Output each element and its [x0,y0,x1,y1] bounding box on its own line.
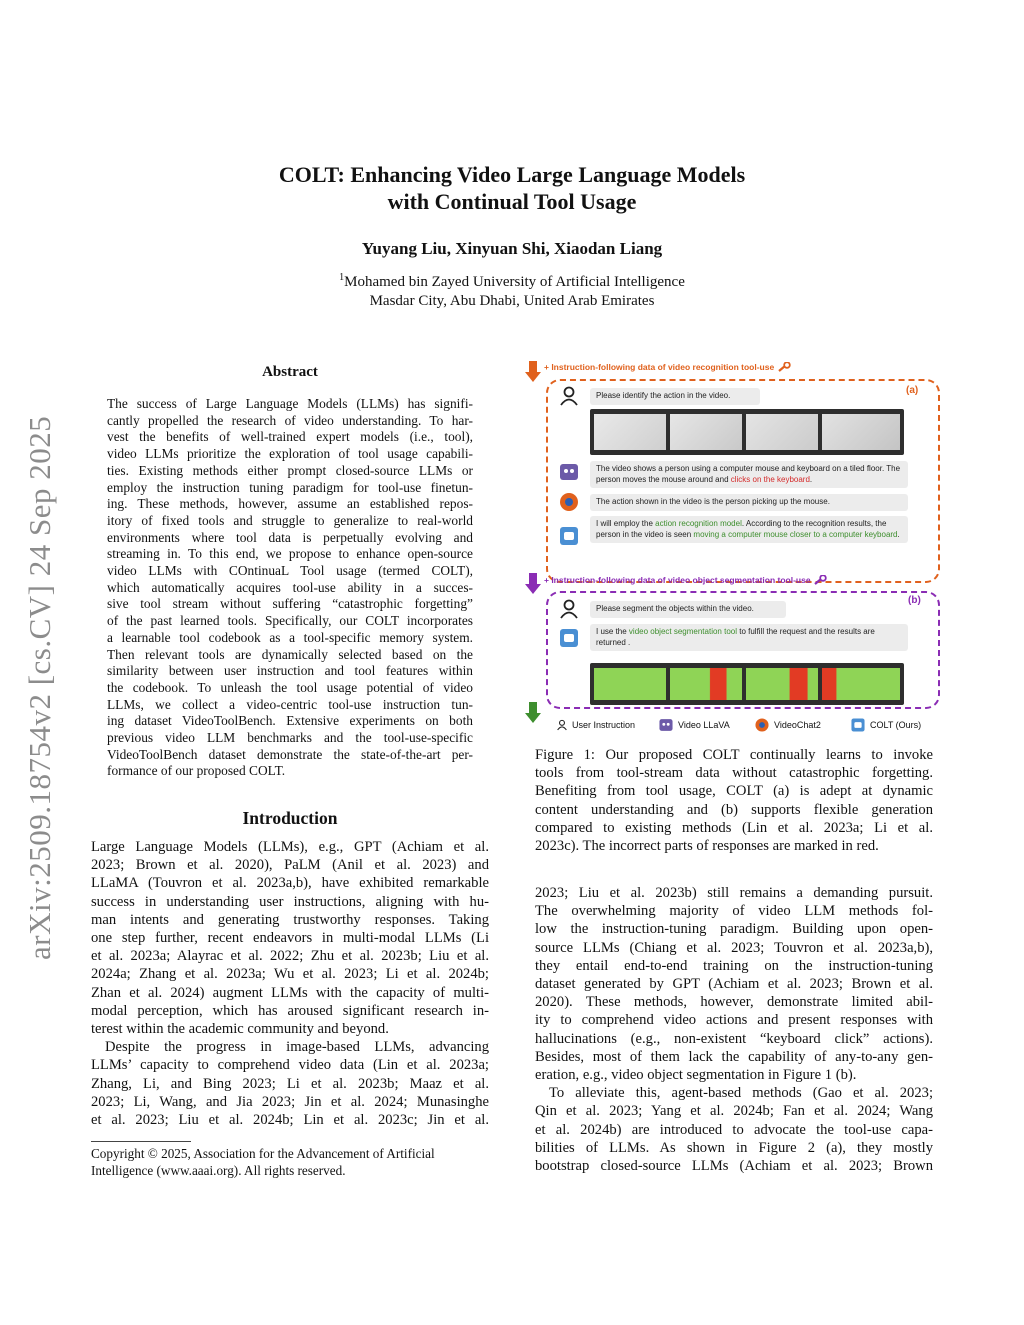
right-column-line: bootstrap closed-source LLMs (Achiam et al. 2023; Brown [535,1158,933,1175]
video-frame [594,414,666,450]
caption-line: Figure 1: Our proposed COLT continually learns to invoke [535,747,933,763]
right-column-line: To alleviate this, agent-based methods (Gao et al. 2023; [549,1085,933,1102]
right-column-line: et al. 2024b) are introduced to advocate the tool-use capa- [535,1121,933,1138]
legend-video-llava: Video LLaVA [658,717,730,733]
figure-1 [522,357,944,742]
video-frame [822,668,900,700]
abstract-line: video LLMs prioritize the exploration of tool usage capabili- [107,446,473,462]
introduction-line: man intents and generating trustworthy responses. Taking [91,911,489,928]
colt-response-b: I use the video object segmentation tool to fulfill the request and the results are returned . [590,624,908,651]
user-instruction-b: Please segment the objects within the video. [590,601,786,618]
user-icon [556,719,568,731]
caption-line: compared to existing methods (Lin et al. 2023a; Li et al. [535,819,933,836]
right-column-body [535,884,933,1175]
introduction-line: one step further, recent endeavors in multi-modal LLMs (Li [91,930,489,947]
orange-down-arrow-icon [525,361,541,383]
introduction-line: et al. 2023a; Alayrac et al. 2022; Zhu et al. 2023b; Liu et al. [91,948,489,965]
video-frame [670,414,742,450]
video-strip-a [590,409,904,455]
abstract-line: The success of Large Language Models (LLMs) has signifi- [107,396,473,411]
right-column-line: 2023; Liu et al. 2023b) still remains a demanding pursuit. [535,885,933,901]
label-recognition-tool: + Instruction-following data of video recognition tool-use [544,362,791,373]
right-column-line: Besides, most of them lack the capability of any-to-any gen- [535,1048,933,1065]
caption-line: tools from tool-stream data without catastrophic forgetting. [535,765,933,782]
affiliation-line-2: Masdar City, Abu Dhabi, United Arab Emirates [369,293,655,309]
figure-1-caption [535,746,933,855]
right-column-line: eration, e.g., video object segmentation in Figure 1 (b). [535,1067,857,1084]
abstract-line: ing dataset VideoToolBench. Extensive experiments on both [107,713,473,729]
video-frame [594,668,666,700]
abstract-line: itory of fixed tools and struggle to generalize to real-world [107,512,473,528]
video-frame [746,414,818,450]
videochat2-icon [558,491,580,513]
label-segmentation-tool: + Instruction-following data of video object segmentation tool-use [544,575,827,586]
right-column-line: ity to comprehend video actions and present responses with [535,1012,933,1029]
videochat2-response: The action shown in the video is the person picking up the mouse. [590,494,908,511]
colt-response-a: I will employ the action recognition model. According to the recognition results, the person in the video is seen moving a computer mouse closer to a computer keyboard. [590,516,908,543]
introduction-body [91,838,489,1129]
abstract-line: cantly propelled the research of video understanding. To har- [107,412,473,428]
video-frame [746,668,818,700]
title-line-2: with Continual Tool Usage [387,189,637,214]
right-column-line: 2020). These methods, however, demonstrate limited abil- [535,994,933,1011]
abstract-line: vest the benefits of well-trained expert models (i.e., tool), [107,429,473,445]
legend-user: User Instruction [556,719,635,731]
abstract-line: sive tool stream without suffering “catastrophic forgetting” [107,596,473,612]
introduction-line: terest within the academic community and beyond. [91,1021,389,1038]
green-down-arrow-icon [525,702,541,724]
right-column-line: source LLMs (Chiang et al. 2023; Touvron et al. 2023a,b), [535,939,933,956]
wrench-icon [777,362,791,373]
video-frame [670,668,742,700]
introduction-line: LLMs’ capacity to comprehend video data (Lin et al. 2023a; [91,1057,489,1074]
purple-down-arrow-icon [525,573,541,595]
wrench-icon [813,575,827,586]
abstract-line: VideoToolBench dataset demonstrate the state-of-the-art per- [107,746,473,762]
affiliation-sup: 1 [339,272,345,283]
introduction-line: modal perception, which has aroused significant research in- [91,1002,489,1019]
introduction-line: Zhan et al. 2024) augment LLMs with the capacity of multi- [91,984,489,1001]
abstract-line: of the past learned tools. Specifically, our COLT incorporates [107,613,473,629]
colt-icon [558,627,580,649]
authors: Yuyang Liu, Xinyuan Shi, Xiaodan Liang [361,239,663,258]
introduction-line: Large Language Models (LLMs), e.g., GPT (Achiam et al. [91,839,489,855]
introduction-line: Despite the progress in image-based LLMs, advancing [105,1039,489,1056]
panel-a-tag: (a) [906,385,919,396]
legend-colt: COLT (Ours) [850,717,921,733]
abstract-line: the codebook. To unleash the tool usage potential of video [107,679,473,695]
introduction-line: LLaMA (Touvron et al. 2023a,b), have exhibited remarkable [91,875,489,892]
introduction-line: success in understanding user instructions, aligning with hu- [91,893,489,910]
right-column-line: dataset generated by GPT (Achiam et al. 2023; Brown et al. [535,976,933,993]
right-column-line: Qin et al. 2023; Yang et al. 2024b; Fan et al. 2024; Wang [535,1103,933,1120]
video-llava-response: The video shows a person using a computer mouse and keyboard on a tiled floor. The person moves the mouse around and clicks on the keyboard. [590,461,908,488]
legend-videochat2: VideoChat2 [754,717,821,733]
abstract-line: LLMs, we collect a video-centric tool-use instruction tun- [107,696,473,712]
abstract-line: Then relevant tools are dynamically selected based on the [107,646,473,662]
videochat2-icon [754,717,770,733]
video-strip-b [590,663,904,705]
caption-line: content understanding and (b) supports flexible generation [535,801,933,818]
footnote-line-2: Intelligence (www.aaai.org). All rights reserved. [91,1163,346,1178]
footnote-line-1: Copyright © 2025, Association for the Advancement of Artificial [91,1146,435,1161]
abstract-heading: Abstract [262,364,318,380]
abstract-line: which automatically acquires tool-use ability in a succes- [107,579,473,595]
abstract-line: similarity between user instruction and tool features within [107,663,473,679]
caption-line: Benefiting from tool usage, COLT (a) is adept at dynamic [535,783,933,800]
right-column-line: bilities of LLMs. As shown in Figure 2 (a), they mostly [535,1139,933,1156]
colt-icon [850,717,866,733]
affiliation [0,268,1024,311]
user-icon [558,385,580,407]
right-column-line: hallucinations (e.g., non-existent “keyboard click” actions). [535,1030,933,1047]
arxiv-side-stamp: arXiv:2509.18754v2 [cs.CV] 24 Sep 2025 [22,415,57,960]
right-column-line: low the instruction-tuning paradigm. Building upon open- [535,921,933,938]
abstract-line: ing. These methods, however, assume an established repos- [107,496,473,512]
abstract-line: formance of our proposed COLT. [107,763,286,779]
video-llava-icon [558,461,580,483]
video-llava-icon [658,717,674,733]
introduction-line: 2023; Brown et al. 2020), PaLM (Anil et al. 2023) and [91,857,489,874]
abstract-line: previous video LLM benchmarks and the tool-use-specific [107,730,473,746]
introduction-line: et al. 2023; Liu et al. 2024b; Lin et al. 2023c; Jin et al. [91,1112,489,1129]
user-icon [558,598,580,620]
introduction-line: 2023; Li, Wang, and Jia 2023; Jin et al. 2024; Munasinghe [91,1093,489,1110]
right-column-line: The overwhelming majority of video LLM methods fol- [535,903,933,920]
right-column-line: they entail end-to-end training on the instruction-tuning [535,957,933,974]
affiliation-line-1: Mohamed bin Zayed University of Artificial Intelligence [344,274,685,290]
abstract-line: video LLMs with COntinuaL Tool usage (termed COLT), [107,563,473,579]
colt-icon [558,525,580,547]
introduction-line: 2024a; Zhang et al. 2023a; Wu et al. 2023; Li et al. 2024b; [91,966,489,983]
user-instruction-a: Please identify the action in the video. [590,388,760,405]
caption-line: 2023c). The incorrect parts of responses are marked in red. [535,838,879,855]
title-line-1: COLT: Enhancing Video Large Language Models [278,162,746,187]
abstract-body [107,396,473,780]
copyright-footnote [91,1145,491,1179]
abstract-line: environments where tool data is perpetually evolving and [107,529,473,545]
abstract-line: a learnable tool codebook as a tool-specific memory system. [107,629,473,645]
introduction-line: Zhang, Li, and Bing 2023; Li et al. 2023b; Maaz et al. [91,1075,489,1092]
abstract-line: streaming in. To this end, we propose to enhance open-source [107,546,473,562]
footnote-rule [91,1141,191,1142]
abstract-line: employ the instruction tuning paradigm for tool-use finetun- [107,479,473,495]
abstract-line: ties. Existing methods either prompt closed-source LLMs or [107,462,473,478]
introduction-heading: Introduction [242,808,338,828]
paper-title [0,161,1024,215]
panel-b-tag: (b) [908,595,921,606]
video-frame [822,414,900,450]
